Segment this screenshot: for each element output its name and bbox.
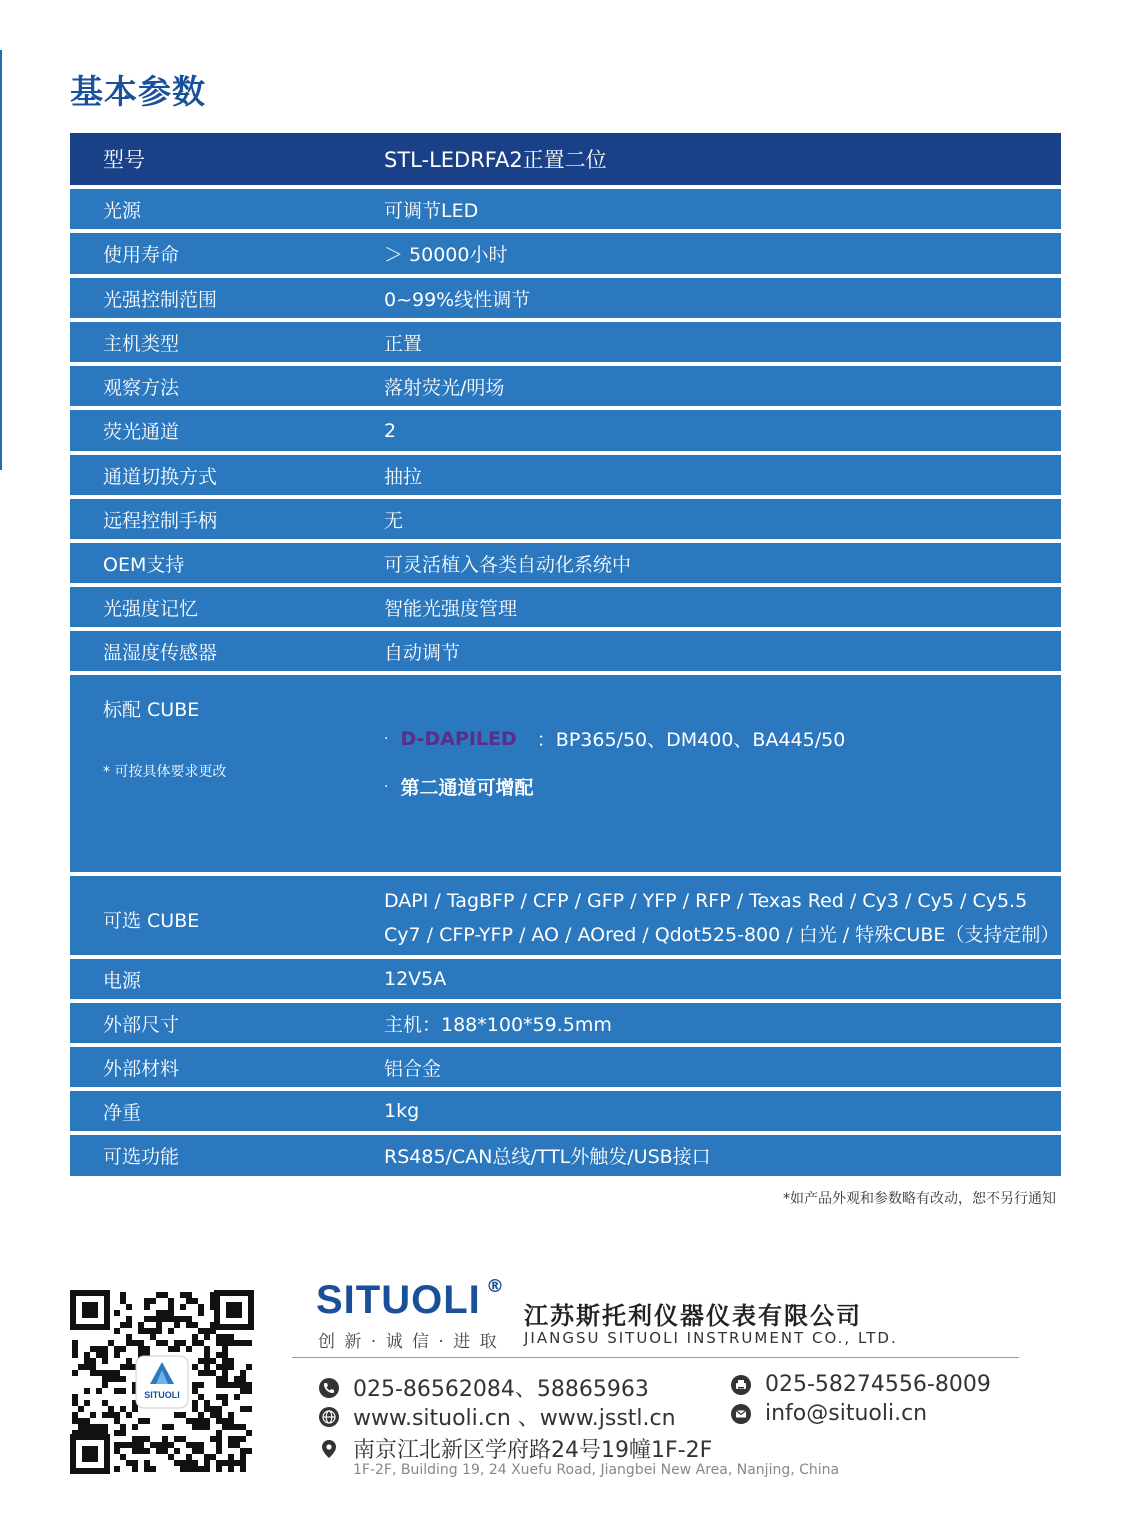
spec-header-row	[70, 133, 1061, 185]
spec-value: RS485/CAN总线/TTL外触发/USB接口	[384, 1146, 711, 1168]
company-name-en: JIANGSU SITUOLI INSTRUMENT CO., LTD.	[524, 1329, 898, 1347]
spec-value: 抽拉	[384, 465, 423, 488]
spec-label: 可选 CUBE	[103, 910, 200, 932]
fax-number: 025-58274556-8009	[765, 1372, 991, 1397]
cube-note: * 可按具体要求更改	[103, 764, 227, 780]
spec-label: 通道切换方式	[103, 465, 218, 488]
spec-label: 光强控制范围	[103, 288, 218, 311]
page-title: 基本参数	[70, 72, 206, 111]
fax-contact	[731, 1372, 991, 1397]
spec-value: 自动调节	[384, 641, 461, 664]
footer-divider	[292, 1357, 1019, 1358]
spec-row	[70, 366, 1061, 406]
left-edge-rule	[0, 50, 2, 470]
address-contact	[319, 1433, 712, 1464]
brand-logo: SITUOLI	[316, 1278, 481, 1322]
address-en: 1F-2F, Building 19, 24 Xuefu Road, Jiangbei New Area, Nanjing, China	[353, 1462, 840, 1478]
fax-icon	[731, 1375, 751, 1395]
brand-slogan: 创 新 · 诚 信 · 进 取	[318, 1332, 499, 1352]
address-cn: 南京江北新区学府路24号19幢1F-2F	[353, 1438, 713, 1463]
spec-value: 落射荧光/明场	[384, 376, 505, 399]
cube-item-value: ：BP365/50、DM400、BA445/50	[536, 729, 846, 751]
spec-label: 标配 CUBE	[103, 699, 200, 721]
website-links[interactable]: www.situoli.cn 、www.jsstl.cn	[353, 1406, 676, 1431]
standard-cube-row	[70, 675, 1061, 872]
spec-row	[70, 1135, 1061, 1176]
spec-value: STL-LEDRFA2正置二位	[384, 148, 607, 172]
spec-row	[70, 959, 1061, 999]
spec-value: 无	[384, 509, 404, 532]
spec-value: 2	[384, 419, 397, 442]
spec-row	[70, 499, 1061, 539]
globe-icon	[319, 1407, 339, 1427]
spec-label: 远程控制手柄	[103, 509, 218, 532]
cube-item-key: D-DAPILED	[400, 727, 517, 750]
spec-label: 外部尺寸	[103, 1013, 180, 1036]
spec-value: 正置	[384, 332, 423, 355]
spec-row	[70, 1047, 1061, 1087]
spec-label: 型号	[103, 148, 145, 172]
qr-code-image	[70, 1290, 254, 1474]
spec-row	[70, 189, 1061, 229]
spec-row	[70, 543, 1061, 583]
spec-label: OEM支持	[103, 553, 185, 576]
spec-label: 使用寿命	[103, 244, 180, 266]
spec-value: 可调节LED	[384, 199, 479, 222]
spec-value: 主机：188*100*59.5mm	[384, 1013, 612, 1036]
spec-value: 可灵活植入各类自动化系统中	[384, 553, 632, 576]
spec-row	[70, 1003, 1061, 1043]
cube-item-1	[384, 725, 845, 752]
spec-value: ＞ 50000小时	[384, 244, 508, 266]
spec-label: 可选功能	[103, 1146, 180, 1168]
mail-icon	[731, 1404, 751, 1424]
spec-row	[70, 322, 1061, 362]
cube-item-2	[384, 773, 533, 800]
spec-label: 外部材料	[103, 1057, 180, 1080]
company-name-cn: 江苏斯托利仪器仪表有限公司	[524, 1302, 862, 1330]
optional-cube-line-2: Cy7 / CFP-YFP / AO / AOred / Qdot525-800 / 白光 / 特殊CUBE（支持定制）	[384, 924, 1060, 946]
bullet-dot: ·	[384, 778, 389, 795]
spec-label: 净重	[103, 1101, 142, 1124]
spec-label: 电源	[103, 969, 142, 992]
registered-mark: ®	[486, 1276, 504, 1297]
qr-code[interactable]	[70, 1290, 254, 1474]
phone-icon	[319, 1378, 339, 1398]
spec-row	[70, 455, 1061, 495]
phone-number: 025-86562084、58865963	[353, 1377, 649, 1402]
spec-table	[70, 133, 1061, 1176]
bullet-dot: ·	[384, 730, 389, 747]
optional-cube-line-1: DAPI / TagBFP / CFP / GFP / YFP / RFP / Texas Red / Cy3 / Cy5 / Cy5.5	[384, 890, 1028, 912]
spec-value: 铝合金	[384, 1057, 442, 1080]
cube-item-text: 第二通道可增配	[400, 777, 534, 799]
optional-cube-row	[70, 876, 1061, 955]
spec-row	[70, 631, 1061, 671]
spec-value: 智能光强度管理	[384, 597, 518, 620]
spec-label: 温湿度传感器	[103, 641, 218, 664]
location-pin-icon	[319, 1439, 339, 1459]
qr-logo-text: SITUOLI	[144, 1390, 180, 1400]
web-contact	[319, 1401, 676, 1432]
spec-label: 光强度记忆	[103, 597, 199, 620]
spec-row	[70, 278, 1061, 318]
spec-label: 主机类型	[103, 332, 180, 355]
spec-row	[70, 1091, 1061, 1131]
spec-label: 观察方法	[103, 376, 180, 399]
phone-contact	[319, 1372, 649, 1403]
email-address[interactable]: info@situoli.cn	[765, 1401, 928, 1426]
spec-value: 1kg	[384, 1100, 420, 1122]
spec-value: 0~99%线性调节	[384, 288, 531, 311]
spec-row	[70, 233, 1061, 274]
spec-row	[70, 587, 1061, 627]
email-contact	[731, 1401, 927, 1426]
spec-value: 12V5A	[384, 968, 447, 990]
disclaimer-note: *如产品外观和参数略有改动，恕不另行通知	[783, 1191, 1056, 1207]
spec-row	[70, 410, 1061, 451]
spec-label: 荧光通道	[103, 421, 180, 443]
spec-label: 光源	[103, 199, 142, 222]
